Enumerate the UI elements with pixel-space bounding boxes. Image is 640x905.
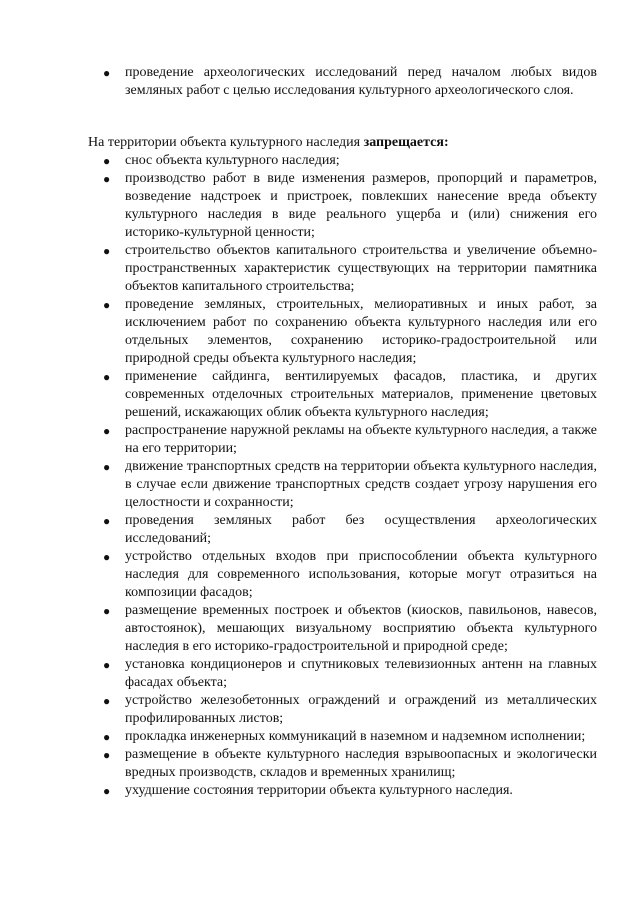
list-item <box>103 422 597 458</box>
list-item <box>103 656 597 692</box>
bullet-icon: ● <box>103 514 111 528</box>
bullet-icon: ● <box>103 784 111 798</box>
list-item-text: проведения земляных работ без осуществления археологических исследований; <box>125 513 597 546</box>
list-item-text: размещение в объекте культурного наследия взрывоопасных и экологически вредных производств, складов и временных хранилищ; <box>125 747 597 780</box>
list-item-text: размещение временных построек и объектов (киосков, павильонов, навесов, автостоянок), мешающих визуальному восприятию объекта культурного наследия в его историко-градостроительной и природной среде; <box>125 603 597 654</box>
intro-text: На территории объекта культурного наследия <box>88 135 364 150</box>
list-item-text: снос объекта культурного наследия; <box>125 153 340 168</box>
list-item <box>103 368 597 422</box>
list-item <box>103 728 597 746</box>
list-item-text: проведение земляных, строительных, мелиоративных и иных работ, за исключением работ по сохранению объекта культурного наследия или его отдельных элементов, сохранению историко-градостроительной или природной среды объекта культурного наследия; <box>125 297 597 366</box>
top-bullet-list <box>103 64 597 100</box>
list-item-text: распространение наружной рекламы на объекте культурного наследия, а также на его территории; <box>125 423 597 456</box>
bullet-icon: ● <box>103 172 111 186</box>
bullet-icon: ● <box>103 424 111 438</box>
list-item <box>103 548 597 602</box>
list-item <box>103 512 597 548</box>
bullet-icon: ● <box>103 154 111 168</box>
bullet-icon: ● <box>103 658 111 672</box>
bullet-icon: ● <box>103 748 111 762</box>
list-item-text: производство работ в виде изменения размеров, пропорций и параметров, возведение надстроек и пристроек, повлекших нанесение вреда объекту культурного наследия в виде реального ущерба и (или) снижения его историко-культурной ценности; <box>125 171 597 240</box>
list-item-text: ухудшение состояния территории объекта культурного наследия. <box>125 783 513 798</box>
list-item-text: строительство объектов капитального строительства и увеличение объемно-пространственных характеристик существующих на территории памятника объектов капитального строительства; <box>125 243 597 294</box>
list-item-text: устройство железобетонных ограждений и ограждений из металлических профилированных листов; <box>125 693 597 726</box>
bullet-icon: ● <box>103 550 111 564</box>
bullet-icon: ● <box>103 694 111 708</box>
bullet-icon: ● <box>103 370 111 384</box>
bullet-icon: ● <box>103 66 111 80</box>
list-item <box>103 152 597 170</box>
list-item <box>103 242 597 296</box>
list-item <box>103 746 597 782</box>
bullet-icon: ● <box>103 244 111 258</box>
list-item <box>103 458 597 512</box>
list-item <box>103 782 597 800</box>
list-item <box>103 602 597 656</box>
bullet-icon: ● <box>103 460 111 474</box>
list-item-text: прокладка инженерных коммуникаций в наземном и надземном исполнении; <box>125 729 586 744</box>
list-item <box>103 296 597 368</box>
list-item <box>103 692 597 728</box>
list-item-text: проведение археологических исследований перед началом любых видов земляных работ с целью исследования культурного археологического слоя. <box>125 65 597 98</box>
list-item <box>103 170 597 242</box>
list-item <box>103 64 597 100</box>
section-intro <box>88 134 597 152</box>
list-item-text: устройство отдельных входов при приспособлении объекта культурного наследия для современного использования, которые могут отразиться на композиции фасадов; <box>125 549 597 600</box>
list-item-text: применение сайдинга, вентилируемых фасадов, пластика, и других современных отделочных строительных материалов, применение цветовых решений, искажающих облик объекта культурного наследия; <box>125 369 597 420</box>
list-item-text: установка кондиционеров и спутниковых телевизионных антенн на главных фасадах объекта; <box>125 657 597 690</box>
prohibited-list <box>103 152 597 800</box>
bullet-icon: ● <box>103 730 111 744</box>
bullet-icon: ● <box>103 298 111 312</box>
list-item-text: движение транспортных средств на территории объекта культурного наследия, в случае если движение транспортных средств создает угрозу нарушения его целостности и сохранности; <box>125 459 597 510</box>
bullet-icon: ● <box>103 604 111 618</box>
intro-emphasis: запрещается: <box>363 135 449 150</box>
